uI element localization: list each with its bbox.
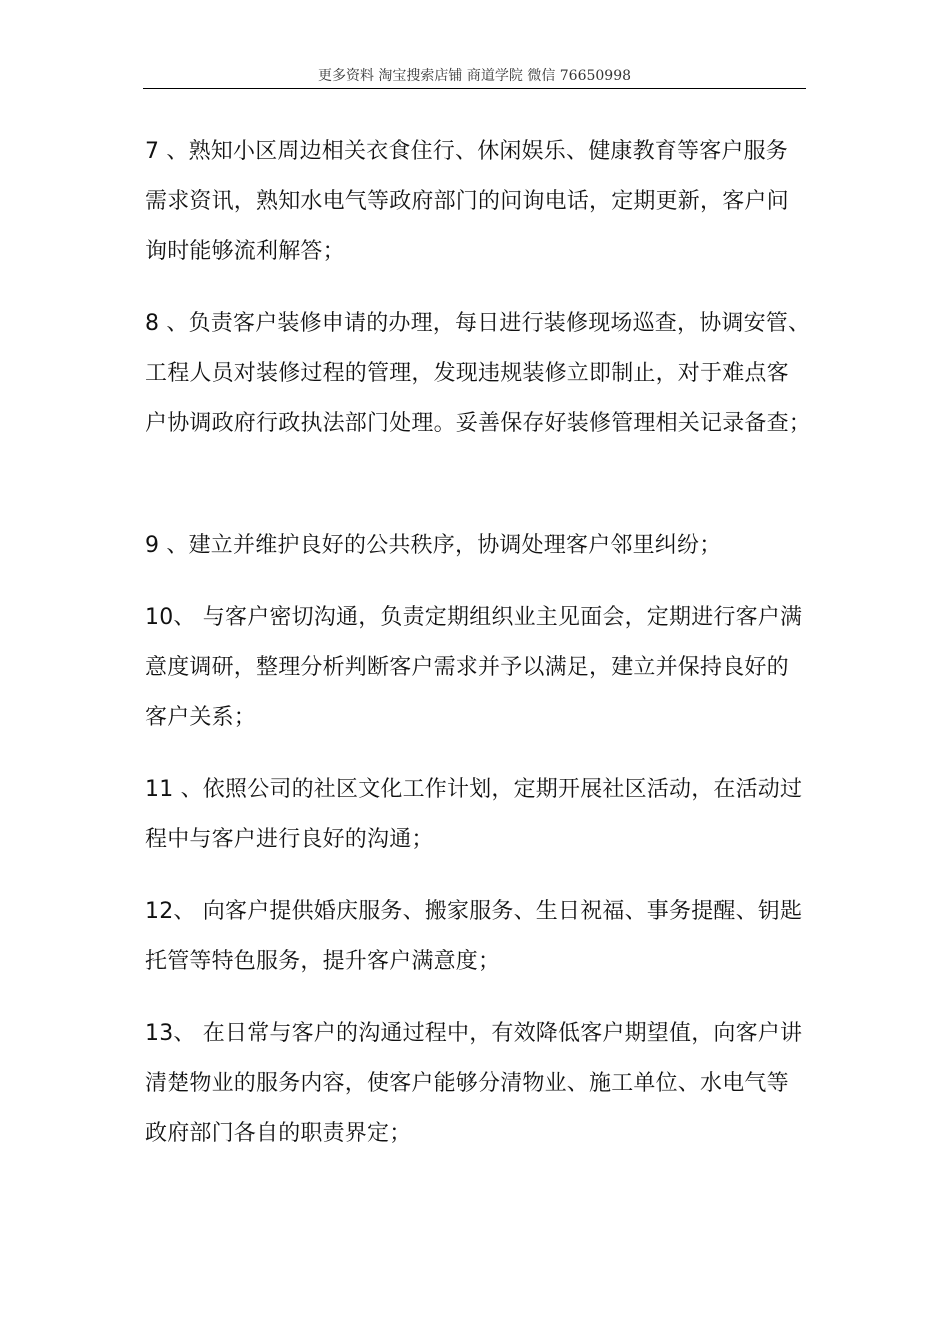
document-body <box>145 127 810 1181</box>
paragraph-item-7 <box>145 127 810 277</box>
paragraph-line: 8 、负责客户装修申请的办理，每日进行装修现场巡查，协调安管、 <box>145 311 811 336</box>
paragraph-item-13 <box>145 1009 810 1159</box>
paragraph-line: 10、 与客户密切沟通，负责定期组织业主见面会，定期进行客户满 <box>145 605 803 630</box>
page-header: 更多资料 淘宝搜索店铺 商道学院 微信 76650998 <box>143 64 806 89</box>
paragraph-line: 12、 向客户提供婚庆服务、搬家服务、生日祝福、事务提醒、钥匙 <box>145 899 803 924</box>
paragraph-line: 工程人员对装修过程的管理，发现违规装修立即制止，对于难点客 <box>145 361 789 386</box>
paragraph-line: 需求资讯，熟知水电气等政府部门的问询电话，定期更新，客户问 <box>145 189 789 214</box>
paragraph-line: 程中与客户进行良好的沟通； <box>145 827 434 852</box>
paragraph-item-11 <box>145 765 810 865</box>
paragraph-line: 9 、建立并维护良好的公共秩序，协调处理客户邻里纠纷； <box>145 533 722 558</box>
paragraph-line: 意度调研，整理分析判断客户需求并予以满足，建立并保持良好的 <box>145 655 789 680</box>
paragraph-line: 11 、依照公司的社区文化工作计划，定期开展社区活动，在活动过 <box>145 777 803 802</box>
paragraph-line: 客户关系； <box>145 705 257 730</box>
paragraph-item-10 <box>145 593 810 743</box>
paragraph-item-9 <box>145 521 810 571</box>
paragraph-line: 7 、熟知小区周边相关衣食住行、休闲娱乐、健康教育等客户服务 <box>145 139 788 164</box>
paragraph-item-12 <box>145 887 810 987</box>
paragraph-line: 户协调政府行政执法部门处理。妥善保存好装修管理相关记录备查； <box>145 411 812 436</box>
paragraph-line: 托管等特色服务，提升客户满意度； <box>145 949 501 974</box>
paragraph-line: 询时能够流利解答； <box>145 239 345 264</box>
paragraph-item-8 <box>145 299 810 449</box>
paragraph-line: 清楚物业的服务内容，使客户能够分清物业、施工单位、水电气等 <box>145 1071 789 1096</box>
paragraph-line: 政府部门各自的职责界定； <box>145 1121 412 1146</box>
paragraph-line: 13、 在日常与客户的沟通过程中，有效降低客户期望值，向客户讲 <box>145 1021 803 1046</box>
